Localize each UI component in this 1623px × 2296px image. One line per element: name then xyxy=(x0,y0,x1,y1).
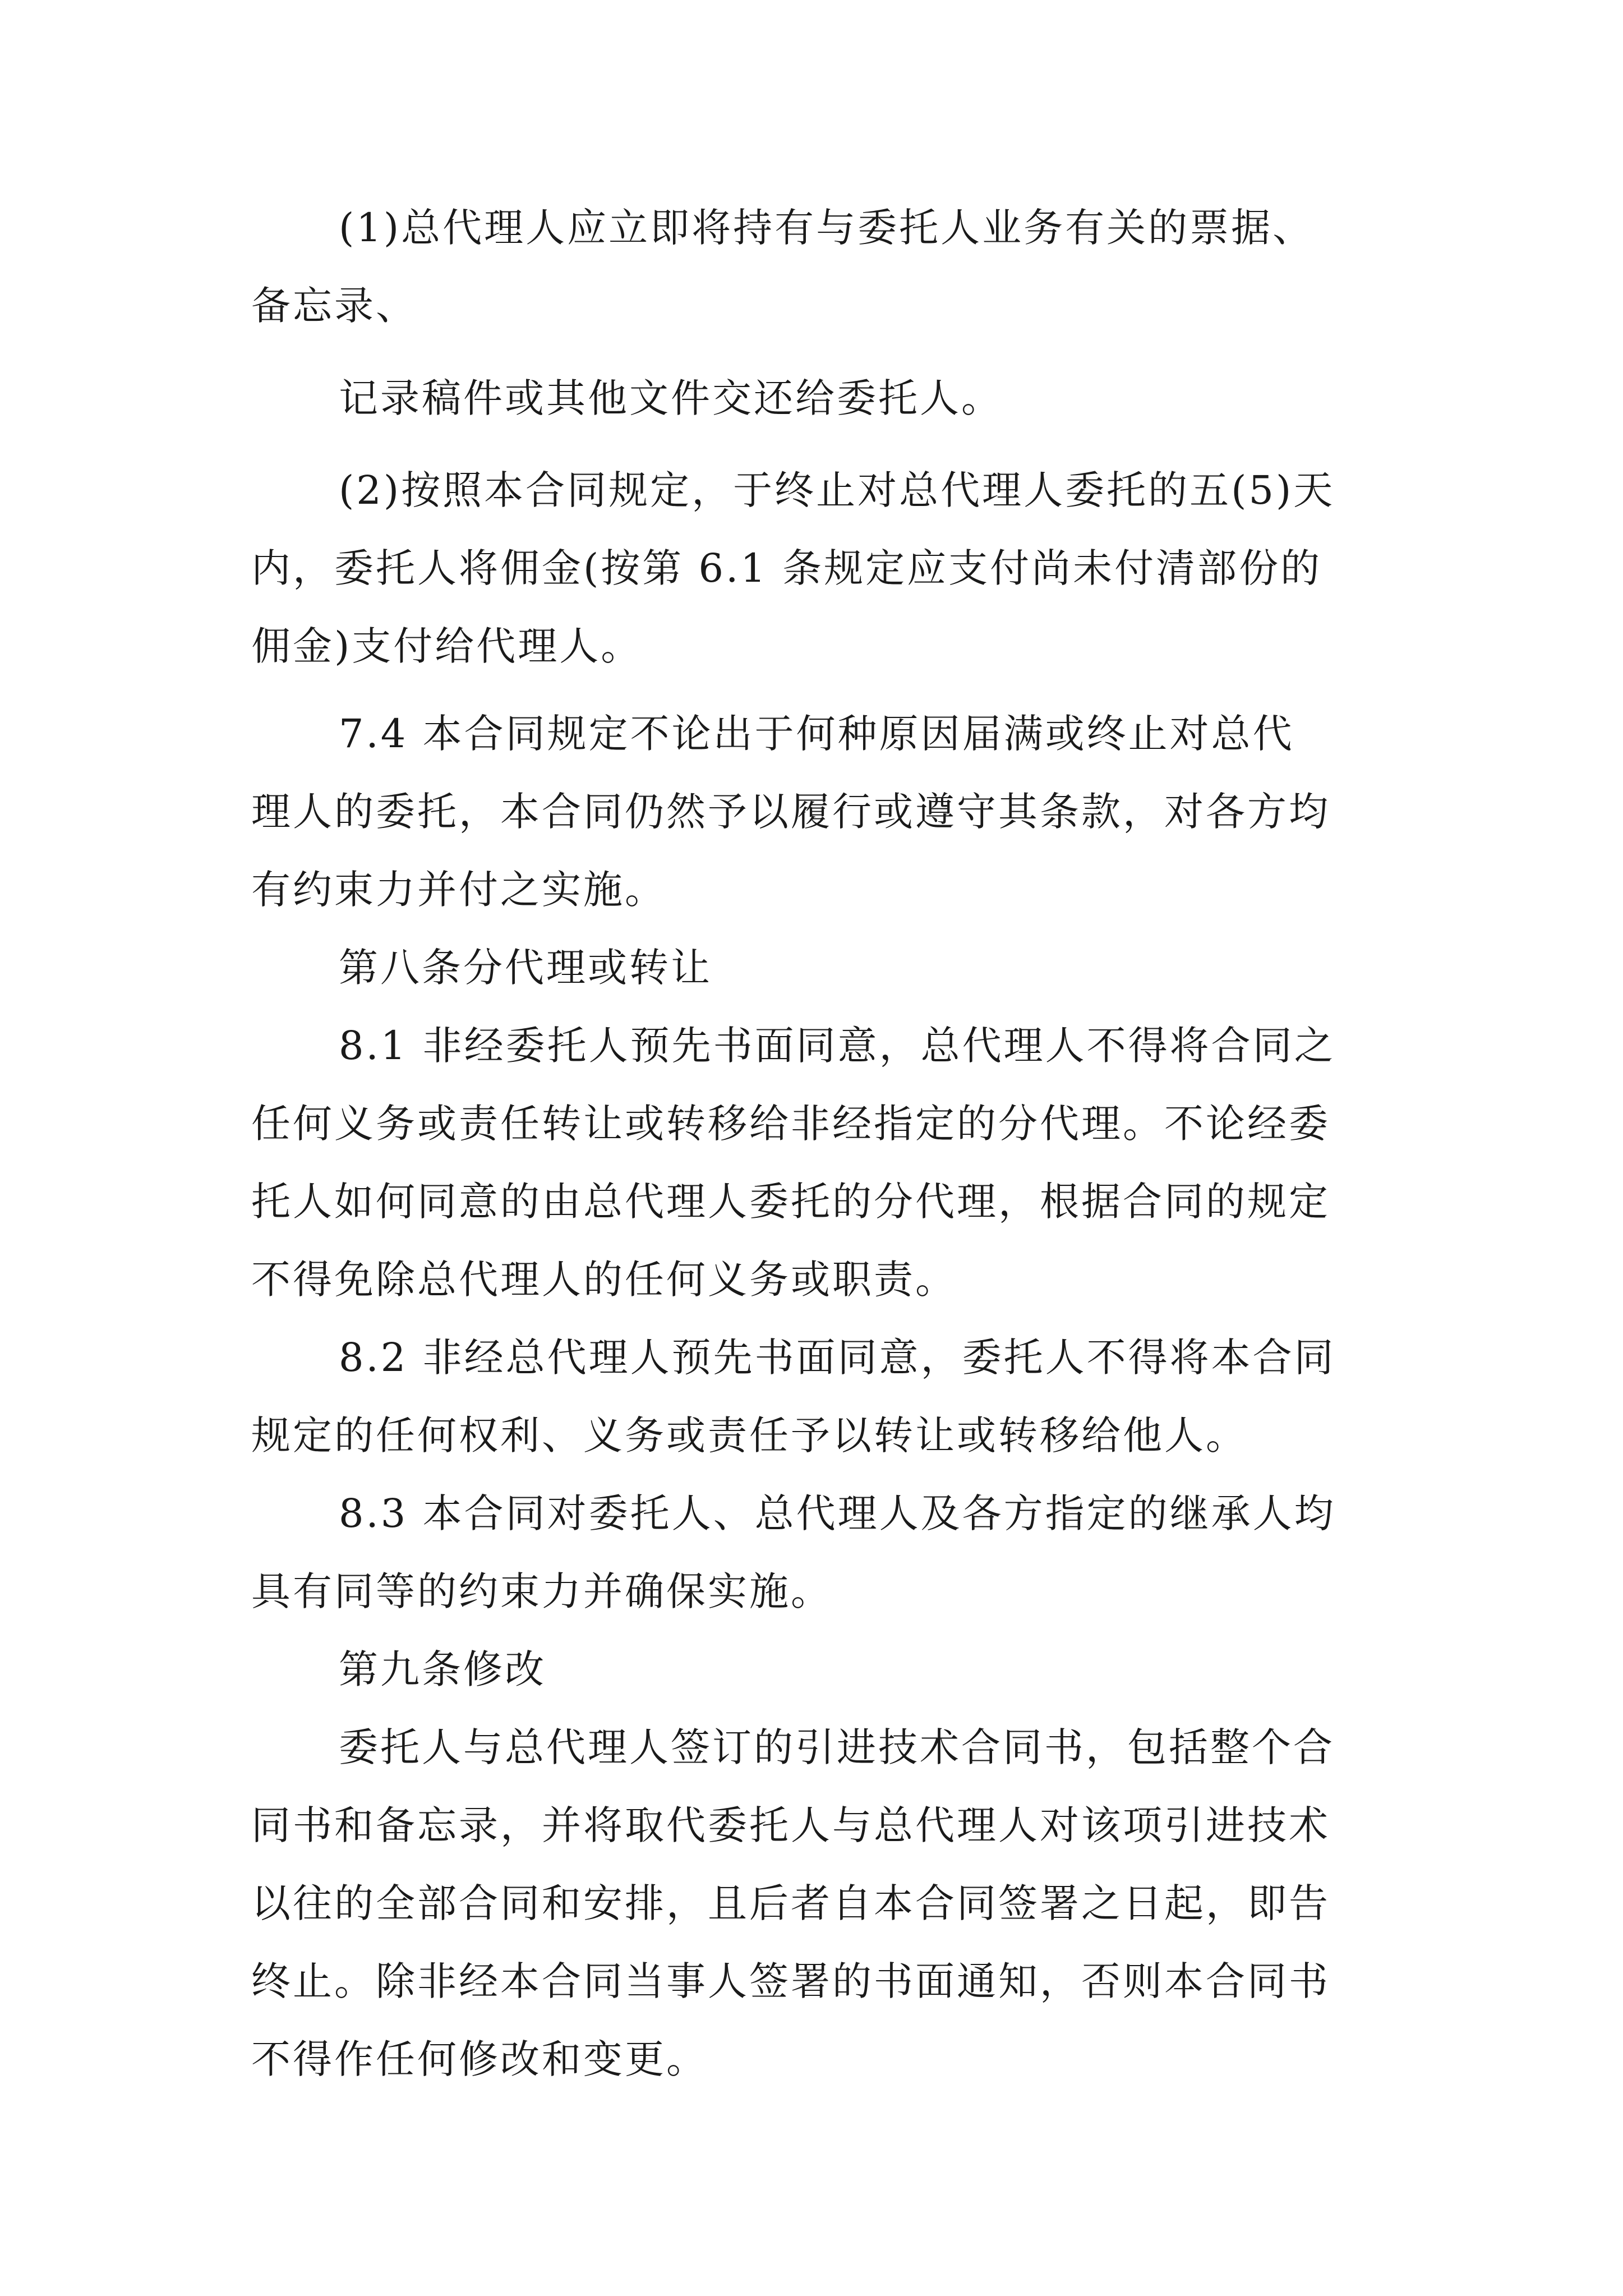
paragraph-line: 8.3 本合同对委托人、总代理人及各方指定的继承人均 xyxy=(339,1490,1336,1536)
paragraph-line: 记录稿件或其他文件交还给委托人。 xyxy=(339,375,1003,421)
paragraph-line: (2)按照本合同规定，于终止对总代理人委托的五(5)天 xyxy=(339,467,1335,513)
paragraph-line: 8.1 非经委托人预先书面同意，总代理人不得将合同之 xyxy=(339,1023,1336,1069)
paragraph-line: 任何义务或责任转让或转移给非经指定的分代理。不论经委 xyxy=(251,1101,1330,1147)
paragraph-line: 以往的全部合同和安排，且后者自本合同签署之日起，即告 xyxy=(251,1880,1330,1926)
paragraph-line: 佣金)支付给代理人。 xyxy=(251,623,643,669)
paragraph-line: 不得作任何修改和变更。 xyxy=(251,2036,708,2082)
paragraph-line: 终止。除非经本合同当事人签署的书面通知，否则本合同书 xyxy=(251,1958,1330,2004)
paragraph-line: 8.2 非经总代理人预先书面同意，委托人不得将本合同 xyxy=(339,1335,1336,1381)
paragraph-line: 7.4 本合同规定不论出于何种原因届满或终止对总代 xyxy=(339,711,1294,757)
paragraph-line: 备忘录、 xyxy=(251,283,417,329)
paragraph-line: 委托人与总代理人签订的引进技术合同书，包括整个合 xyxy=(339,1724,1335,1770)
paragraph-line: 有约束力并付之实施。 xyxy=(251,867,666,913)
paragraph-line: 不得免除总代理人的任何义务或职责。 xyxy=(251,1257,957,1303)
paragraph-line: 具有同等的约束力并确保实施。 xyxy=(251,1568,832,1614)
paragraph-line: 同书和备忘录，并将取代委托人与总代理人对该项引进技术 xyxy=(251,1802,1330,1848)
paragraph-line: 规定的任何权利、义务或责任予以转让或转移给他人。 xyxy=(251,1412,1247,1458)
paragraph-line: 理人的委托，本合同仍然予以履行或遵守其条款，对各方均 xyxy=(251,789,1330,835)
paragraph-line: (1)总代理人应立即将持有与委托人业务有关的票据、 xyxy=(339,205,1315,251)
paragraph-line: 托人如何同意的由总代理人委托的分代理，根据合同的规定 xyxy=(251,1179,1330,1225)
section-heading: 第八条分代理或转让 xyxy=(339,945,712,991)
section-heading: 第九条修改 xyxy=(339,1646,546,1692)
paragraph-line: 内，委托人将佣金(按第 6.1 条规定应支付尚未付清部份的 xyxy=(251,545,1322,591)
